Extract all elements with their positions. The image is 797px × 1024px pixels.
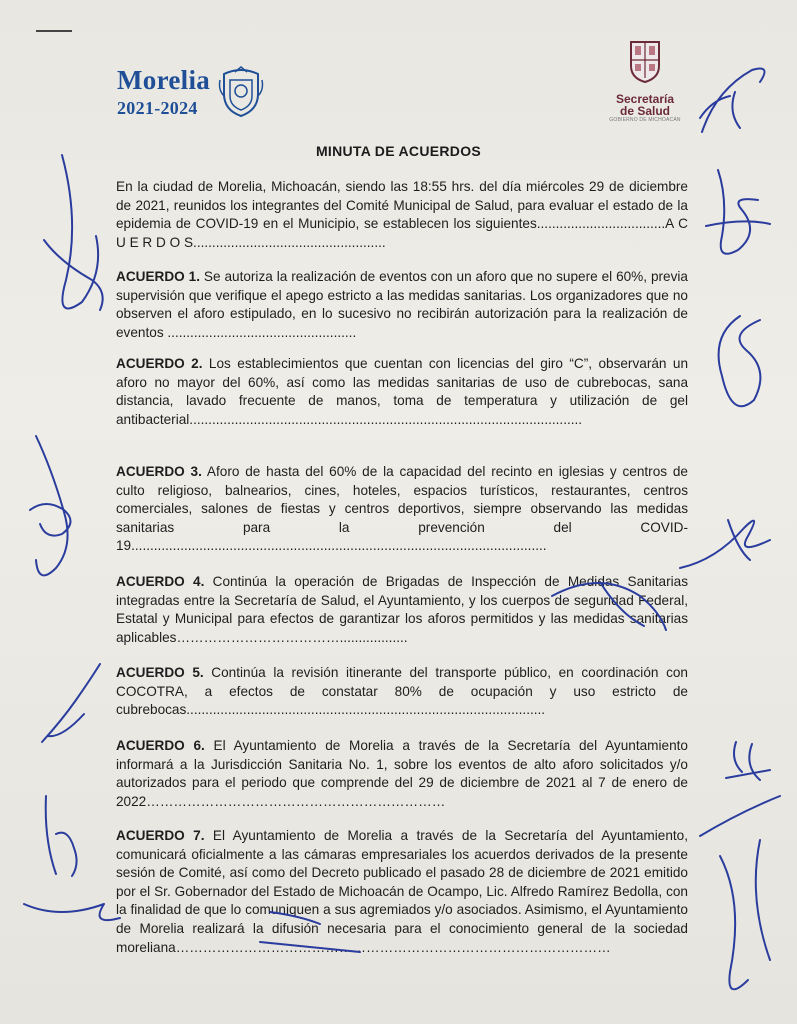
agreement-4 xyxy=(116,573,688,647)
signature-right-6 xyxy=(700,796,780,989)
logo-salud-line1: Secretaría xyxy=(615,92,675,106)
agreement-3 xyxy=(116,463,688,556)
michoacan-crest-icon xyxy=(627,38,663,84)
agreement-7-text: El Ayuntamiento de Morelia a través de la Secretaría del Ayuntamiento, comunicará oficialmente a las cámaras empresariales los acuerdos derivados de la presente sesión de Comité, así como del Decreto publicado el pasado 28 de diciembre de 2021 emitido por el Sr. Gobernador del Estado de Michoacán de Ocampo, Lic. Alfredo Ramírez Bedolla, con la finalidad de que lo comuniquen a sus agremiados y/o asociados. Asimismo, el Ayuntamiento de Morelia realizará la difusión necesaria para el conocimiento general de la sociedad moreliana…………………………………………………………………………………… xyxy=(116,828,689,955)
agreement-1-text: Se autoriza la realización de eventos con un aforo que no supere el 60%, previa supervisión que verifique el apego estricto a las medidas sanitarias. Los organizadores que no observen el aforo estipulado, en lo sucesivo no recibirán autorización para la realización de eventos .................................................. xyxy=(116,269,688,340)
intro-paragraph: En la ciudad de Morelia, Michoacán, siendo las 18:55 hrs. del día miércoles 29 de diciembre de 2021, reunidos los integrantes del Comité Municipal de Salud, para evaluar el estado de la epidemia de COVID-19 en el Municipio, se establecen los siguientes..................................A C U E R D O S................................................... xyxy=(116,179,688,250)
agreement-5-text: Continúa la revisión itinerante del transporte público, en coordinación con COCOTRA, a efectos de constatar 80% de ocupación y uso estricto de cubrebocas............................................................................................... xyxy=(116,665,688,718)
agreement-1 xyxy=(116,268,688,342)
agreement-3-label: ACUERDO 3. xyxy=(116,464,202,479)
agreement-6-text: El Ayuntamiento de Morelia a través de la Secretaría del Ayuntamiento informará a la Jurisdicción Sanitaria No. 1, sobre los eventos de alto aforo solicitados y/o autorizados para el periodo que comprende del 29 de diciembre de 2021 al 7 de enero de 2022………………………………………………………… xyxy=(116,738,688,809)
agreement-1-label: ACUERDO 1. xyxy=(116,269,200,284)
agreement-3-text: Aforo de hasta del 60% de la capacidad del recinto en iglesias y centros de culto religioso, balnearios, cines, hoteles, espacios turísticos, restaurantes, centros comerciales, salones de fiestas y centros deportivos, siempre observando las medidas sanitarias para la prevención del COVID-19.............................................................................................................. xyxy=(116,464,688,554)
signature-top-right xyxy=(700,69,765,133)
logo-city: Morelia xyxy=(117,65,211,95)
agreement-4-text: Continúa la operación de Brigadas de Inspección de Medidas Sanitarias integradas entre la Secretaría de Salud, el Ayuntamiento, y los cuerpos de seguridad Federal, Estatal y Municipal para efectos de garantizar los aforos permitidos y las medidas sanitarias aplicables……………………………….................. xyxy=(116,574,688,645)
logo-years: 2021-2024 xyxy=(117,98,198,118)
signature-right-3 xyxy=(680,520,770,568)
agreement-2-text: Los establecimientos que cuentan con licencias del giro “C”, observarán un aforo no mayor del 60%, así como las medidas sanitarias de uso de cubrebocas, sana distancia, lavado frecuente de manos, toma de temperatura y utilización de gel antibacterial........................................................................................................ xyxy=(116,356,689,427)
signature-right-5 xyxy=(726,742,770,780)
morelia-logo xyxy=(117,67,210,118)
signature-left-2 xyxy=(30,436,71,575)
pen-mark xyxy=(36,30,72,32)
agreement-6-label: ACUERDO 6. xyxy=(116,738,205,753)
document-title: MINUTA DE ACUERDOS xyxy=(315,143,482,159)
agreement-5-label: ACUERDO 5. xyxy=(116,665,204,680)
secretaria-salud-logo xyxy=(600,38,690,124)
signature-left-4 xyxy=(24,796,120,920)
signature-left-3 xyxy=(42,664,100,742)
agreement-7-label: ACUERDO 7. xyxy=(116,828,205,843)
agreement-7 xyxy=(116,827,688,957)
signature-left-1 xyxy=(44,155,103,310)
signature-right-1 xyxy=(706,170,770,254)
agreement-6 xyxy=(116,737,688,811)
agreement-5 xyxy=(116,664,688,720)
logo-salud-line3: GOBIERNO DE MICHOACÁN xyxy=(609,117,681,123)
agreement-2-label: ACUERDO 2. xyxy=(116,356,203,371)
logo-salud-line2: de Salud xyxy=(619,104,670,118)
morelia-crest-icon xyxy=(218,66,264,118)
agreement-2 xyxy=(116,355,688,429)
agreement-4-label: ACUERDO 4. xyxy=(116,574,205,589)
signature-right-2 xyxy=(719,316,761,406)
